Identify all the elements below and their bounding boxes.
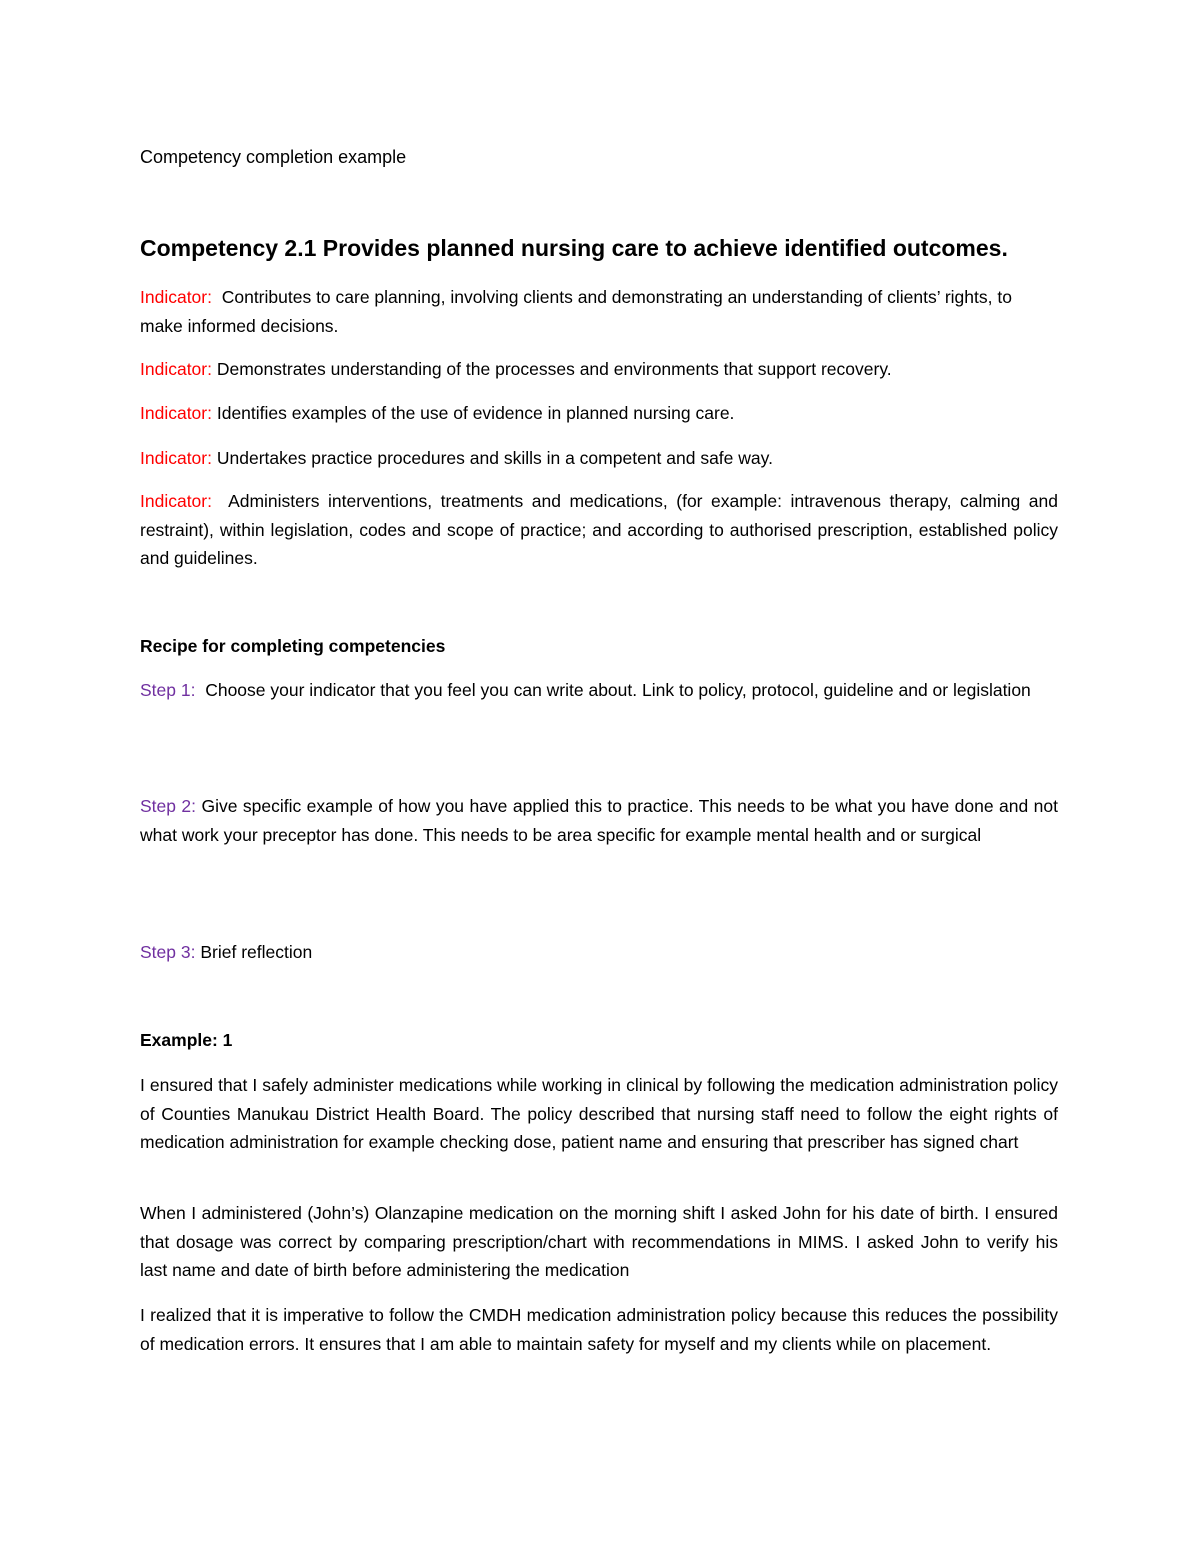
step-label: Step 3: <box>140 942 196 962</box>
indicator-label: Indicator: <box>140 403 212 423</box>
indicator-4 <box>140 444 1058 473</box>
indicator-label: Indicator: <box>140 491 212 511</box>
indicator-label: Indicator: <box>140 287 212 307</box>
step-1 <box>140 676 1058 705</box>
indicator-1 <box>140 283 1058 340</box>
indicator-text: Demonstrates understanding of the processes and environments that support recovery. <box>216 359 892 379</box>
step-text: Choose your indicator that you feel you can write about. Link to policy, protocol, guideline and or legislation <box>205 680 1031 700</box>
step-label: Step 1: <box>140 680 196 700</box>
indicator-text: Undertakes practice procedures and skills in a competent and safe way. <box>216 448 773 468</box>
step-text: Give specific example of how you have applied this to practice. This needs to be what you have done and not what work your preceptor has done. This needs to be area specific for example mental health and or surgical <box>140 796 1058 845</box>
example-paragraph-3: I realized that it is imperative to follow the CMDH medication administration policy because this reduces the possibility of medication errors. It ensures that I am able to maintain safety for myself and my clients while on placement. <box>140 1305 1058 1354</box>
indicator-text: Identifies examples of the use of evidence in planned nursing care. <box>216 403 735 423</box>
indicator-text: Administers interventions, treatments and medications, (for example: intravenous therapy, calming and restraint), within legislation, codes and scope of practice; and according to authorised prescription, established policy and guidelines. <box>140 491 1058 568</box>
document-label: Competency completion example <box>140 147 407 167</box>
step-label: Step 2: <box>140 796 197 816</box>
indicator-3 <box>140 399 1058 428</box>
example-heading: Example: 1 <box>140 1030 233 1050</box>
indicator-5 <box>140 487 1058 573</box>
step-2 <box>140 792 1058 849</box>
example-paragraph-1: I ensured that I safely administer medications while working in clinical by following the medication administration policy of Counties Manukau District Health Board. The policy described that nursing staff need to follow the eight rights of medication administration for example checking dose, patient name and ensuring that prescriber has signed chart <box>140 1075 1058 1152</box>
step-3 <box>140 938 1058 967</box>
recipe-heading: Recipe for completing competencies <box>140 636 446 656</box>
step-text: Brief reflection <box>200 942 313 962</box>
indicator-text: Contributes to care planning, involving clients and demonstrating an understanding of clients’ rights, to make informed decisions. <box>140 287 1012 336</box>
indicator-label: Indicator: <box>140 359 212 379</box>
indicator-2 <box>140 355 1058 384</box>
example-paragraph-2: When I administered (John’s) Olanzapine medication on the morning shift I asked John for his date of birth. I ensured that dosage was correct by comparing prescription/chart with recommendations in MIMS. I asked John to verify his last name and date of birth before administering the medication <box>140 1203 1058 1280</box>
competency-heading: Competency 2.1 Provides planned nursing care to achieve identified outcomes. <box>140 235 1008 261</box>
indicator-label: Indicator: <box>140 448 212 468</box>
